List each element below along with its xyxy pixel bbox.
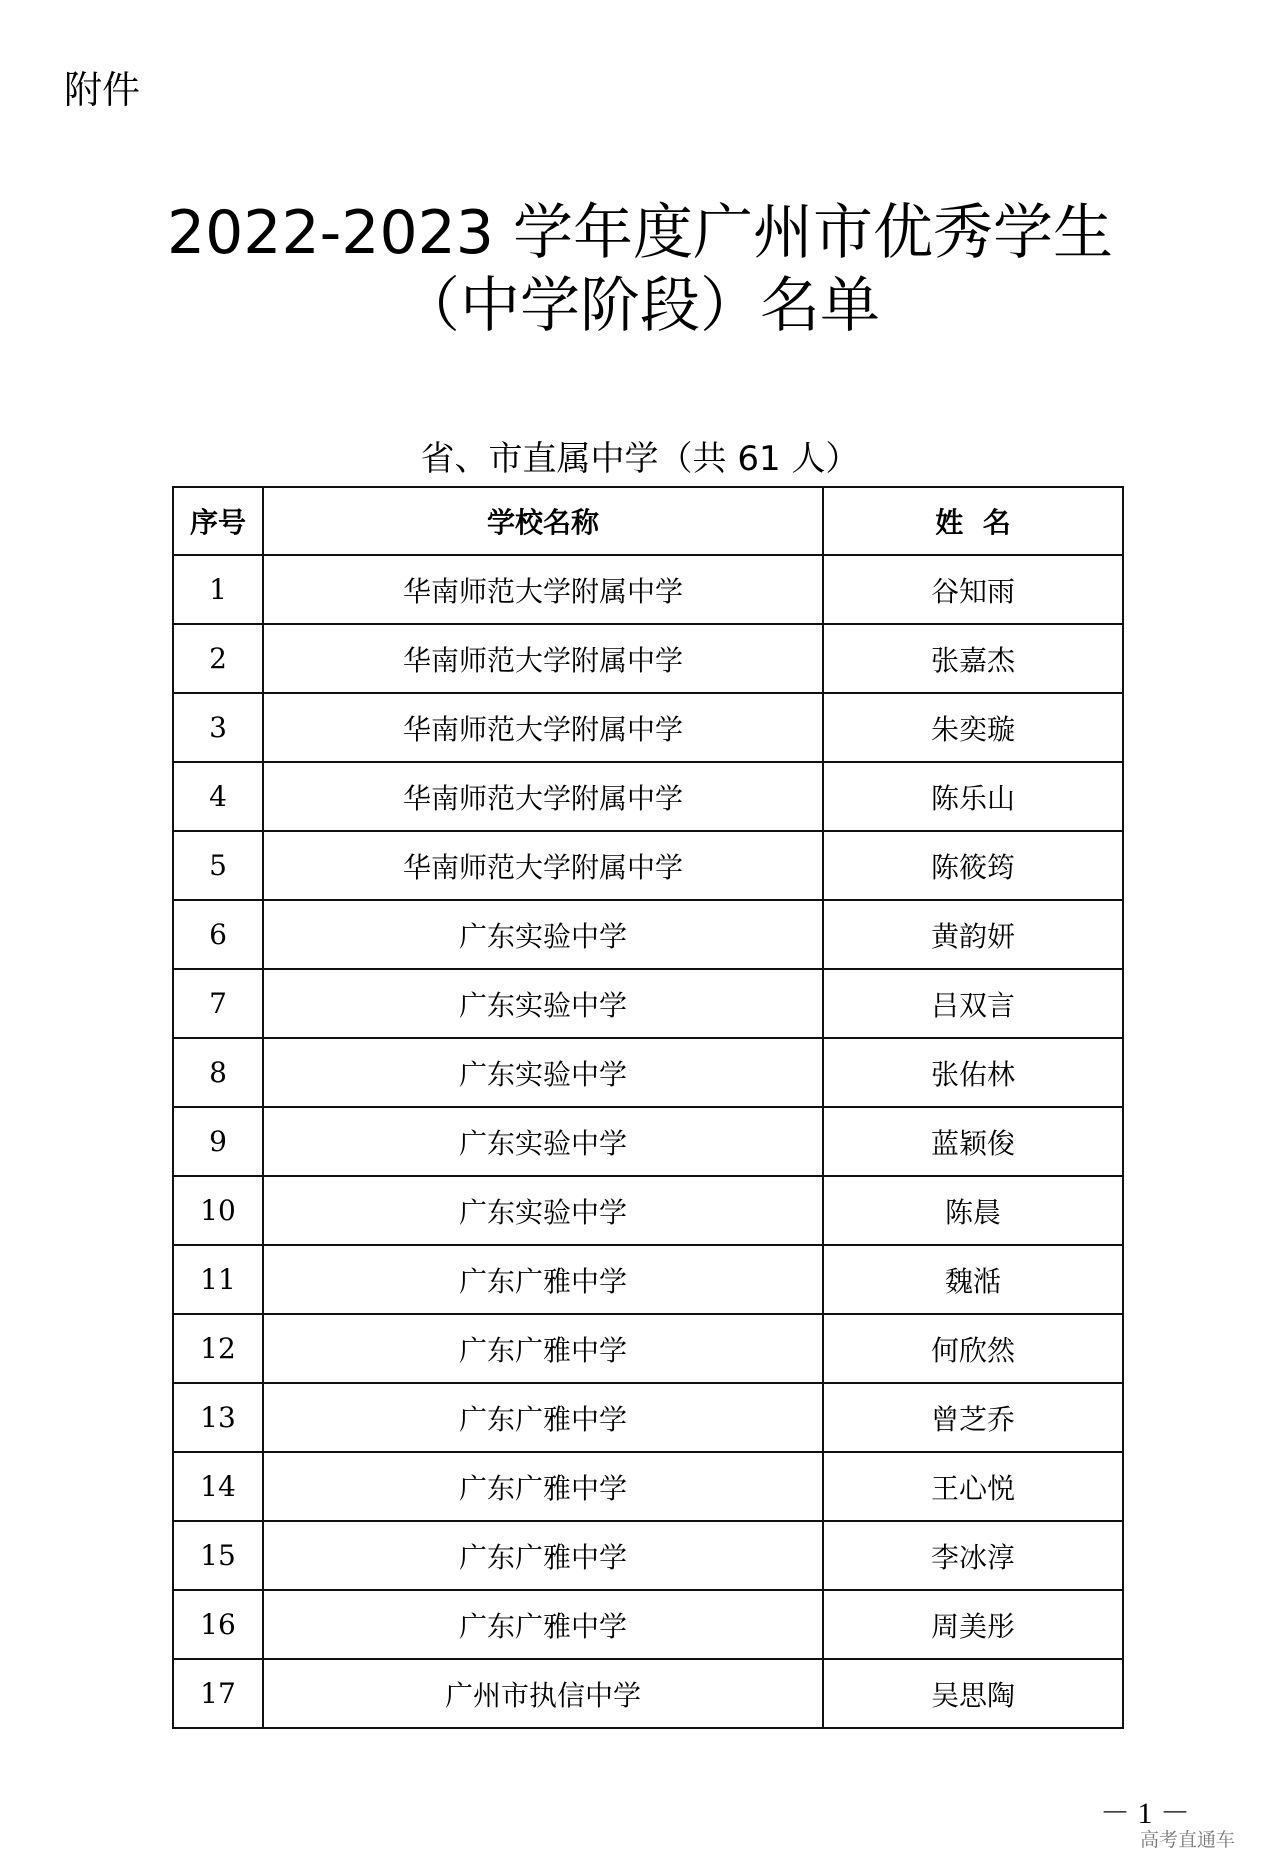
cell-seq: 13: [173, 1383, 263, 1452]
table-row: [173, 624, 1123, 693]
cell-school: 华南师范大学附属中学: [263, 693, 823, 762]
cell-name: 蓝颖俊: [823, 1107, 1123, 1176]
cell-school: 广东广雅中学: [263, 1383, 823, 1452]
cell-school: 广东实验中学: [263, 1038, 823, 1107]
header-seq: 序号: [173, 487, 263, 555]
document-title-line-2: （中学阶段）名单: [400, 271, 880, 341]
cell-seq: 11: [173, 1245, 263, 1314]
table-row: [173, 1659, 1123, 1728]
cell-name: 谷知雨: [823, 555, 1123, 624]
cell-name: 魏湉: [823, 1245, 1123, 1314]
cell-school: 广东实验中学: [263, 900, 823, 969]
cell-seq: 8: [173, 1038, 263, 1107]
table-header-row: [173, 487, 1123, 555]
cell-seq: 1: [173, 555, 263, 624]
cell-name: 王心悦: [823, 1452, 1123, 1521]
cell-name: 黄韵妍: [823, 900, 1123, 969]
cell-school: 广东实验中学: [263, 1107, 823, 1176]
cell-seq: 9: [173, 1107, 263, 1176]
cell-name: 周美彤: [823, 1590, 1123, 1659]
cell-seq: 16: [173, 1590, 263, 1659]
cell-name: 陈筱筠: [823, 831, 1123, 900]
cell-school: 广东广雅中学: [263, 1314, 823, 1383]
section-heading: 省、市直属中学（共 61 人）: [420, 439, 860, 479]
cell-school: 华南师范大学附属中学: [263, 624, 823, 693]
table-row: [173, 762, 1123, 831]
cell-name: 曾芝乔: [823, 1383, 1123, 1452]
table-row: [173, 555, 1123, 624]
cell-school: 华南师范大学附属中学: [263, 762, 823, 831]
table-row: [173, 1383, 1123, 1452]
cell-name: 吕双言: [823, 969, 1123, 1038]
cell-name: 吴思陶: [823, 1659, 1123, 1728]
table-row: [173, 1314, 1123, 1383]
cell-name: 何欣然: [823, 1314, 1123, 1383]
cell-name: 陈乐山: [823, 762, 1123, 831]
student-roster-table: [172, 486, 1124, 1729]
cell-school: 广东实验中学: [263, 969, 823, 1038]
watermark-text: 高考直通车: [1140, 1829, 1236, 1851]
cell-name: 李冰淳: [823, 1521, 1123, 1590]
document-title-line-1: 2022-2023 学年度广州市优秀学生: [166, 198, 1114, 268]
attachment-label: 附件: [64, 68, 141, 112]
cell-school: 广东广雅中学: [263, 1452, 823, 1521]
cell-school: 广东广雅中学: [263, 1245, 823, 1314]
cell-school: 广东广雅中学: [263, 1521, 823, 1590]
cell-school: 华南师范大学附属中学: [263, 831, 823, 900]
cell-seq: 3: [173, 693, 263, 762]
page-number: － 1 －: [1100, 1797, 1190, 1830]
cell-seq: 10: [173, 1176, 263, 1245]
cell-name: 张嘉杰: [823, 624, 1123, 693]
cell-school: 广州市执信中学: [263, 1659, 823, 1728]
cell-school: 广东广雅中学: [263, 1590, 823, 1659]
cell-seq: 17: [173, 1659, 263, 1728]
table-row: [173, 1521, 1123, 1590]
table-row: [173, 693, 1123, 762]
table-row: [173, 1245, 1123, 1314]
cell-school: 广东实验中学: [263, 1176, 823, 1245]
cell-seq: 2: [173, 624, 263, 693]
cell-seq: 15: [173, 1521, 263, 1590]
table-row: [173, 900, 1123, 969]
cell-name: 陈晨: [823, 1176, 1123, 1245]
header-school: 学校名称: [263, 487, 823, 555]
cell-seq: 7: [173, 969, 263, 1038]
cell-name: 朱奕璇: [823, 693, 1123, 762]
table-row: [173, 969, 1123, 1038]
cell-seq: 4: [173, 762, 263, 831]
table-row: [173, 1590, 1123, 1659]
table-row: [173, 831, 1123, 900]
cell-seq: 6: [173, 900, 263, 969]
cell-name: 张佑林: [823, 1038, 1123, 1107]
table-row: [173, 1038, 1123, 1107]
table-row: [173, 1107, 1123, 1176]
cell-seq: 14: [173, 1452, 263, 1521]
table-row: [173, 1176, 1123, 1245]
table-row: [173, 1452, 1123, 1521]
cell-school: 华南师范大学附属中学: [263, 555, 823, 624]
header-name: 姓 名: [823, 487, 1123, 555]
cell-seq: 5: [173, 831, 263, 900]
cell-seq: 12: [173, 1314, 263, 1383]
